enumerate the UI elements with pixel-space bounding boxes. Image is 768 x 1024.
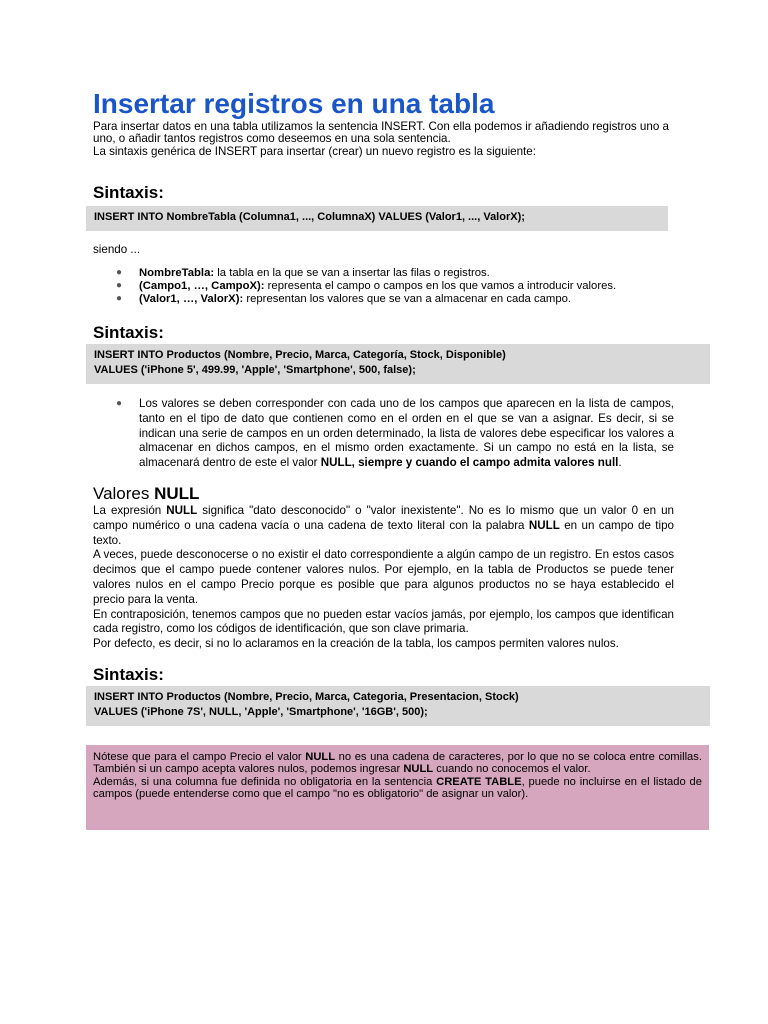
heading-part: Valores [93, 484, 155, 503]
null-note-box [86, 745, 709, 830]
intro-paragraph-2: La sintaxis genérica de INSERT para insertar (crear) un nuevo registro es la siguiente: [93, 144, 536, 158]
term-label: (Campo1, …, CampoX): [139, 279, 265, 292]
term-description: representan los valores que se van a almacenar en cada campo. [243, 292, 572, 305]
syntax-code-block-1 [86, 206, 668, 231]
null-keyword: NULL [528, 518, 560, 532]
null-paragraph-4: Por defecto, es decir, si no lo aclaramos en la creación de la tabla, los campos permiten valores nulos. [93, 637, 619, 651]
null-keyword: NULL [166, 504, 198, 517]
term-label: (Valor1, …, ValorX): [139, 292, 244, 305]
note-paragraph-1 [93, 751, 702, 776]
null-paragraph-1 [93, 504, 674, 548]
code-line: VALUES ('iPhone 7S', NULL, 'Apple', 'Smartphone', '16GB', 500); [94, 706, 428, 718]
note-paragraph-2 [93, 776, 702, 801]
text-run: Nótese que para el campo Precio el valor [93, 751, 306, 763]
null-values-body [93, 504, 674, 652]
text-run: significa "dato desconocido" o "valor inexistente". No es lo mismo que un valor 0 en un campo numérico o una cadena vacía o una cadena de texto literal con la palabra [93, 504, 674, 532]
syntax-code-block-2 [86, 344, 710, 384]
create-table-keyword: CREATE TABLE [436, 775, 522, 788]
list-item [93, 267, 616, 280]
term-description: la tabla en la que se van a insertar las filas o registros. [214, 267, 490, 279]
page-title: Insertar registros en una tabla [93, 88, 495, 119]
syntax-heading-1: Sintaxis: [93, 183, 164, 202]
intro-paragraph-1: Para insertar datos en una tabla utilizamos la sentencia INSERT. Con ella podemos ir añadiendo registros uno a uno, o añadir tantos registros como deseemos en una sola sentencia. [93, 120, 669, 146]
null-paragraph-3: En contraposición, tenemos campos que no pueden estar vacíos jamás, por ejemplo, los campos que identifican cada registro, como los códigos de identificación, que son clave primaria. [93, 607, 674, 636]
bullet-icon: ● [116, 267, 123, 278]
value-order-note [93, 397, 674, 471]
bullet-icon: ● [116, 279, 123, 291]
null-values-heading [93, 484, 199, 504]
definition-list [93, 267, 616, 305]
null-paragraph-2: A veces, puede desconocerse o no existir el dato correspondiente a algún campo de un registro. En estos casos decimos que el campo puede contener valores nulos. Por ejemplo, en la tabla de Productos se puede tener valores nulos en el campo Precio porque es posible que para algunos productos no se haya establecido el precio para la venta. [93, 548, 674, 606]
term-description: representa el campo o campos en los que vamos a introducir valores. [264, 279, 617, 292]
note-end: . [618, 456, 622, 470]
note-text: Los valores se deben corresponder con cada uno de los campos que aparecen en la lista de campos, tanto en el tipo de dato que contienen como en el orden en el que se van a asignar. Es decir, si se indican una serie de campos en un orden determinado, la lista de valores debe especificar los valores a almacenar en dichos campos, en el mismo orden exactamente. Si un campo no está en la lista, se almacenará dentro de este el valor [139, 397, 674, 470]
text-run: Además, si una columna fue definida no obligatoria en la sentencia [93, 775, 437, 788]
text-run: , puede no incluirse en el listado de campos (puede entenderse como que el campo "no es obligatorio" de asignar un valor). [93, 775, 702, 801]
syntax-code-block-3 [86, 686, 710, 726]
bullet-icon: ● [116, 398, 123, 409]
term-label: NombreTabla: [139, 267, 215, 279]
list-item [93, 280, 616, 293]
siendo-text: siendo ... [93, 243, 141, 256]
code-line: INSERT INTO NombreTabla (Columna1, ..., ColumnaX) VALUES (Valor1, ..., ValorX); [94, 211, 525, 223]
list-item [93, 397, 674, 471]
list-item [93, 293, 616, 306]
text-run: en un campo de tipo texto. [93, 518, 674, 547]
intro-text [93, 121, 681, 158]
syntax-heading-3: Sintaxis: [93, 665, 164, 684]
null-keyword: NULL [403, 763, 434, 776]
syntax-heading-2: Sintaxis: [93, 323, 164, 342]
bullet-icon: ● [116, 292, 123, 304]
code-line: INSERT INTO Productos (Nombre, Precio, Marca, Categoria, Presentacion, Stock) [94, 691, 519, 703]
text-run: La expresión [93, 504, 167, 517]
code-line: INSERT INTO Productos (Nombre, Precio, Marca, Categoría, Stock, Disponible) [94, 349, 506, 361]
null-keyword: NULL [305, 751, 336, 763]
heading-null: NULL [154, 484, 200, 503]
code-line: VALUES ('iPhone 5', 499.99, 'Apple', 'Smartphone', 500, false); [94, 364, 416, 376]
text-run: no es una cadena de caracteres, por lo que no se coloca entre comillas. También si un campo acepta valores nulos, podemos ingresar [93, 751, 702, 776]
text-run: cuando no conocemos el valor. [433, 763, 591, 776]
note-bold-text: NULL, siempre y cuando el campo admita valores null [320, 456, 619, 470]
